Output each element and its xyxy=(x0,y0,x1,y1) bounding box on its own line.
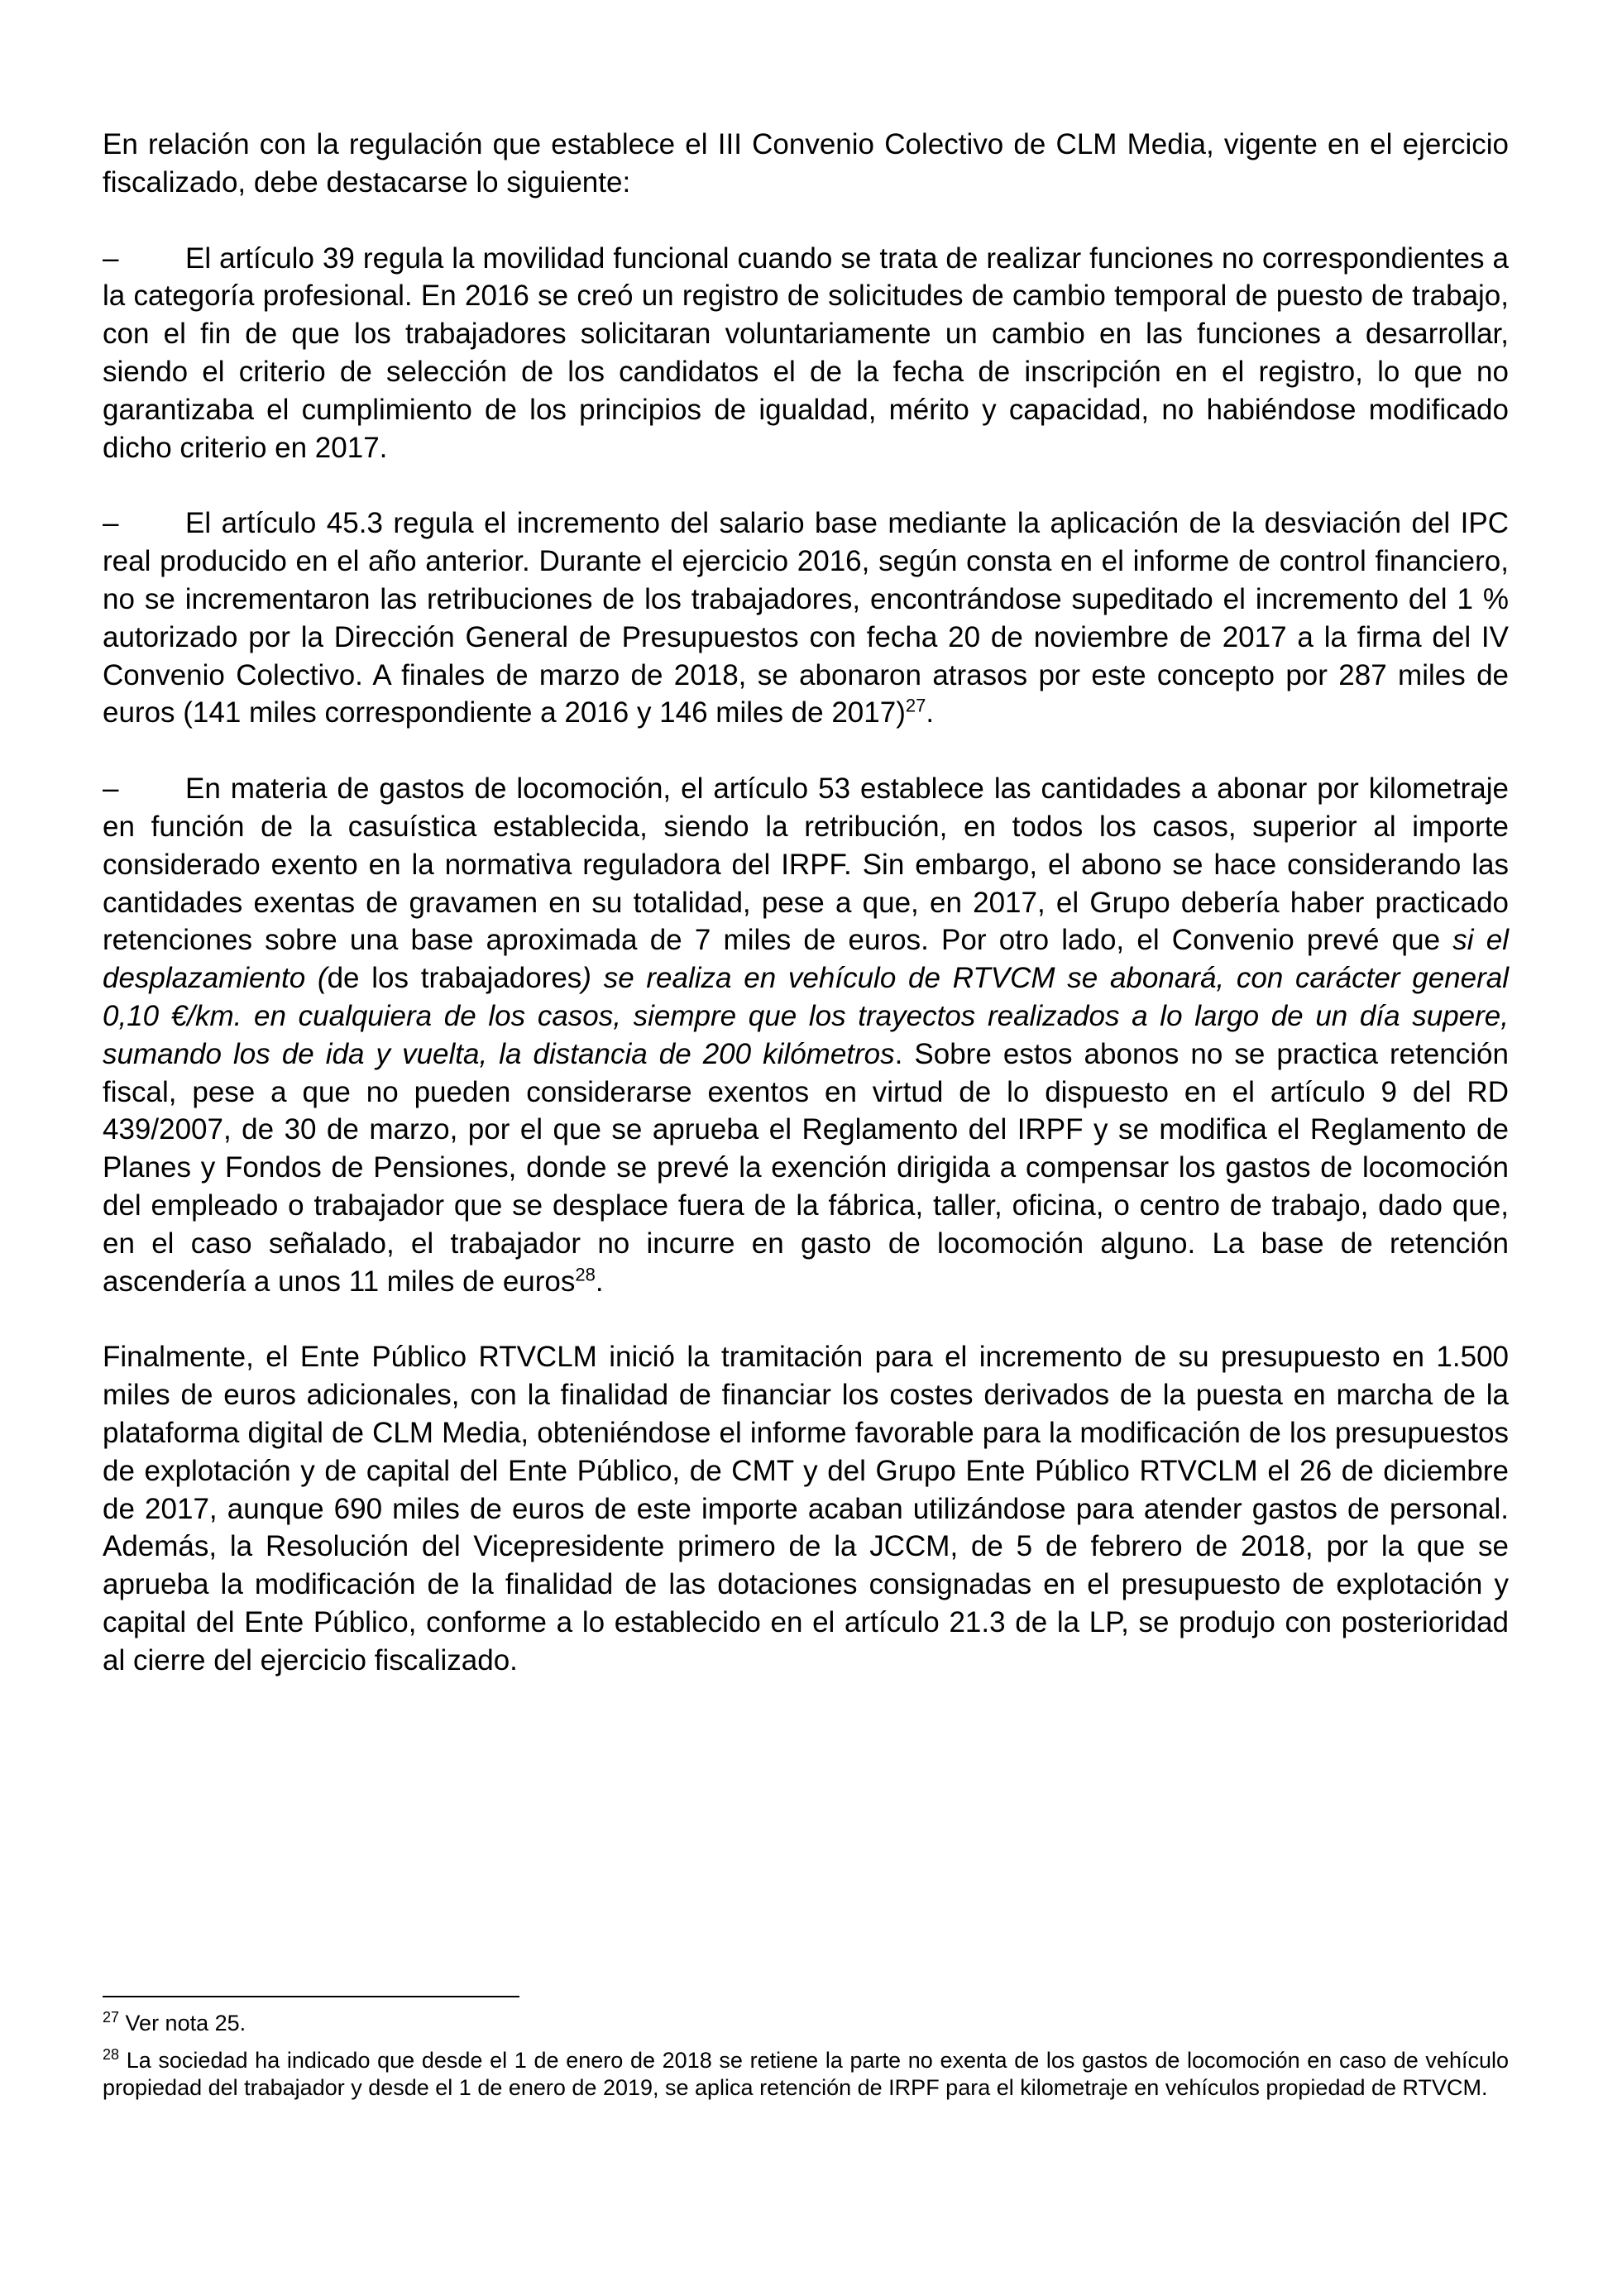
bullet-item-articulo-39 xyxy=(103,240,1509,467)
footnotes-section xyxy=(103,2010,1509,2112)
quoted-convenio-text: ) se realiza en vehículo de RTVCM se abonará, con carácter general 0,10 €/km. en cualquiera de los casos, siempre que los trayectos realizados a lo largo de un día supere, sumando los de ida y vuelta, la distancia de 200 kilómetros xyxy=(103,962,1509,1070)
bullet-text-end: . xyxy=(595,1265,604,1298)
dash-bullet-icon: – xyxy=(103,507,119,540)
intro-paragraph: En relación con la regulación que establece el III Convenio Colectivo de CLM Media, vigente en el ejercicio fiscalizado, debe destacarse lo siguiente: xyxy=(103,128,1509,199)
document-body xyxy=(103,126,1509,1679)
footnote-text: Ver nota 25. xyxy=(119,2011,246,2035)
footnote-number: 28 xyxy=(103,2046,120,2063)
bullet-item-gastos-locomocion xyxy=(103,770,1509,1300)
footnote-text: La sociedad ha indicado que desde el 1 de enero de 2018 se retiene la parte no exenta de los gastos de locomoción en caso de vehículo propiedad del trabajador y desde el 1 de enero de 2019, se aplica retención de IRPF para el kilometraje en vehículos propiedad de RTVCM. xyxy=(103,2048,1509,2100)
bullet-text: El artículo 39 regula la movilidad funcional cuando se trata de realizar funciones no correspondientes a la categoría profesional. En 2016 se creó un registro de solicitudes de cambio temporal de puesto de trabajo, con el fin de que los trabajadores solicitaran voluntariamente un cambio en las funciones a desarrollar, siendo el criterio de selección de los candidatos el de la fecha de inscripción en el registro, lo que no garantizaba el cumplimiento de los principios de igualdad, mérito y capacidad, no habiéndose modificado dicho criterio en 2017. xyxy=(103,242,1509,464)
bullet-text: El artículo 45.3 regula el incremento del salario base mediante la aplicación de la desviación del IPC real producido en el año anterior. Durante el ejercicio 2016, según consta en el informe de control financiero, no se incrementaron las retribuciones de los trabajadores, encontrándose supeditado el incremento del 1 % autorizado por la Dirección General de Presupuestos con fecha 20 de noviembre de 2017 a la firma del IV Convenio Colectivo. A finales de marzo de 2018, se abonaron atrasos por este concepto por 287 miles de euros (141 miles correspondiente a 2016 y 146 miles de 2017) xyxy=(103,507,1509,729)
bullet-text: . Sobre estos abonos no se practica retención fiscal, pese a que no pueden considerarse exentos en virtud de lo dispuesto en el artículo 9 del RD 439/2007, de 30 de marzo, por el que se aprueba el Reglamento del IRPF y se modifica el Reglamento de Planes y Fondos de Pensiones, donde se prevé la exención dirigida a compensar los gastos de locomoción del empleado o trabajador que se desplace fuera de la fábrica, taller, oficina, o centro de trabajo, dado que, en el caso señalado, el trabajador no incurre en gasto de locomoción alguno. La base de retención ascendería a unos 11 miles de euros xyxy=(103,1037,1509,1298)
dash-bullet-icon: – xyxy=(103,242,119,275)
bullet-item-articulo-45-3 xyxy=(103,505,1509,732)
closing-paragraph: Finalmente, el Ente Público RTVCLM inició la tramitación para el incremento de su presupuesto en 1.500 miles de euros adicionales, con la finalidad de financiar los costes derivados de la puesta en marcha de la plataforma digital de CLM Media, obteniéndose el informe favorable para la modificación de los presupuestos de explotación y de capital del Ente Público, de CMT y del Grupo Ente Público RTVCLM el 26 de diciembre de 2017, aunque 690 miles de euros de este importe acaban utilizándose para atender gastos de personal. Además, la Resolución del Vicepresidente primero de la JCCM, de 5 de febrero de 2018, por la que se aprueba la modificación de la finalidad de las dotaciones consignadas en el presupuesto de explotación y capital del Ente Público, conforme a lo establecido en el artículo 21.3 de la LP, se produjo con posterioridad al cierre del ejercicio fiscalizado. xyxy=(103,1341,1509,1677)
dash-bullet-icon: – xyxy=(103,773,119,806)
footnote-27 xyxy=(103,2010,1509,2037)
quoted-convenio-text: si el desplazamiento ( xyxy=(103,924,1509,995)
bullet-text: En materia de gastos de locomoción, el artículo 53 establece las cantidades a abonar por kilometraje en función de la casuística establecida, siendo la retribución, en todos los casos, superior al importe considerado exento en la normativa reguladora del IRPF. Sin embargo, el abono se hace considerando las cantidades exentas de gravamen en su totalidad, pese a que, en 2017, el Grupo debería haber practicado retenciones sobre una base aproximada de 7 miles de euros. Por otro lado, el Convenio prevé que xyxy=(103,773,1509,957)
bullet-text: de los trabajadores xyxy=(327,962,582,995)
bullet-text-end: . xyxy=(926,696,935,729)
footnote-separator xyxy=(103,1996,519,1997)
footnote-ref-27[interactable]: 27 xyxy=(905,695,926,716)
footnote-number: 27 xyxy=(103,2009,120,2026)
footnote-ref-28[interactable]: 28 xyxy=(575,1263,596,1284)
footnote-28 xyxy=(103,2047,1509,2102)
